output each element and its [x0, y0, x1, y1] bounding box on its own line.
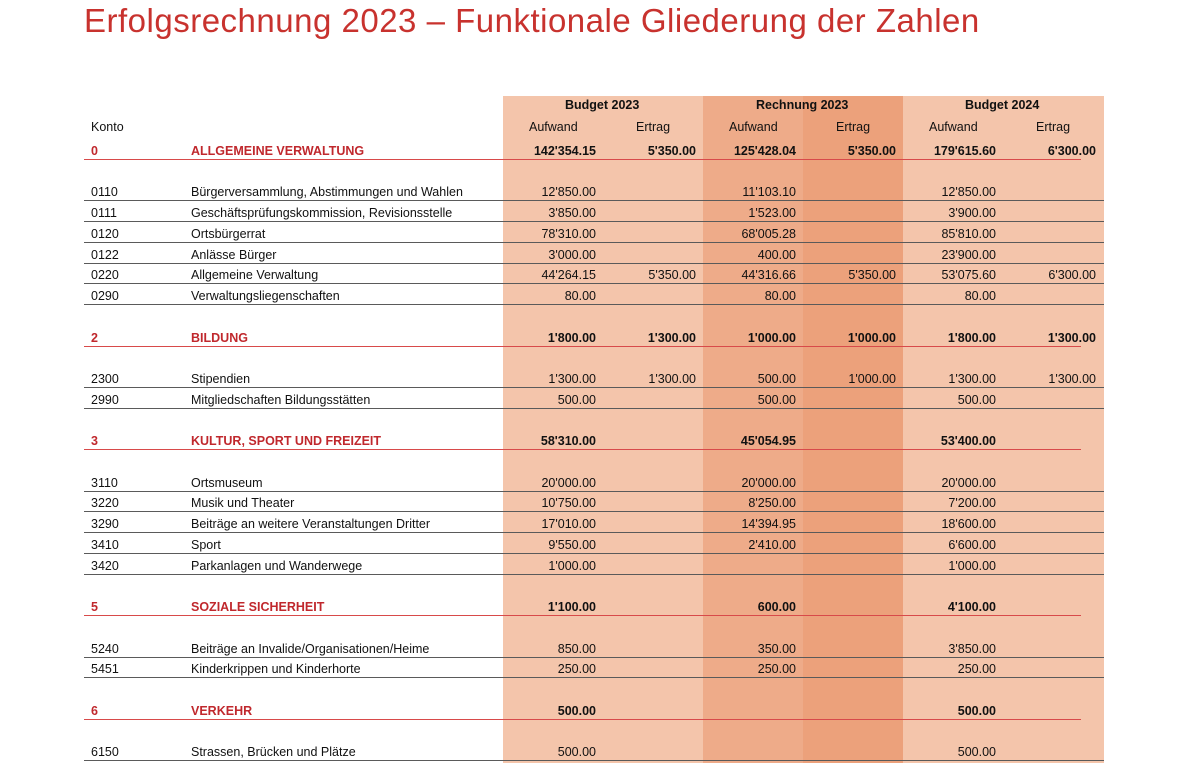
amount-cell: 44'316.66	[741, 268, 796, 282]
section-divider	[84, 615, 1081, 616]
account-label: Kinderkrippen und Kinderhorte	[191, 662, 361, 676]
row-divider	[84, 574, 1104, 575]
amount-cell: 4'100.00	[947, 600, 996, 614]
amount-cell: 1'000.00	[848, 372, 896, 386]
amount-cell: 1'300.00	[1047, 331, 1096, 345]
amount-cell: 500.00	[757, 372, 796, 386]
amount-cell: 68'005.28	[741, 227, 796, 241]
account-label: ALLGEMEINE VERWALTUNG	[191, 144, 365, 158]
konto-number: 3	[91, 434, 98, 448]
section-divider	[84, 346, 1081, 347]
konto-number: 5240	[91, 642, 119, 656]
amount-cell: 10'750.00	[541, 496, 596, 510]
row-divider	[84, 760, 1104, 761]
konto-number: 3290	[91, 517, 119, 531]
section-divider	[84, 719, 1081, 720]
amount-cell: 1'300.00	[648, 372, 696, 386]
konto-number: 0	[91, 144, 98, 158]
account-label: Bürgerversammlung, Abstimmungen und Wahlen	[191, 185, 463, 199]
konto-number: 0290	[91, 289, 119, 303]
header-ertrag-r23: Ertrag	[836, 120, 871, 134]
amount-cell: 250.00	[957, 662, 996, 676]
account-label: BILDUNG	[191, 331, 248, 345]
header-aufwand-b23: Aufwand	[529, 120, 578, 134]
konto-number: 0122	[91, 248, 119, 262]
account-label: Anlässe Bürger	[191, 248, 277, 262]
header-budget-2023: Budget 2023	[565, 98, 640, 112]
header-ertrag-b24: Ertrag	[1036, 120, 1071, 134]
account-label: Verwaltungsliegenschaften	[191, 289, 340, 303]
amount-cell: 350.00	[757, 642, 796, 656]
amount-cell: 5'350.00	[847, 144, 896, 158]
account-label: Stipendien	[191, 372, 251, 386]
amount-cell: 5'350.00	[648, 268, 696, 282]
account-label: Mitgliedschaften Bildungsstätten	[191, 393, 371, 407]
row-divider	[84, 263, 1104, 264]
amount-cell: 20'000.00	[941, 476, 996, 490]
row-divider	[84, 511, 1104, 512]
section-divider	[84, 449, 1081, 450]
amount-cell: 500.00	[757, 393, 796, 407]
amount-cell: 85'810.00	[941, 227, 996, 241]
amount-cell: 80.00	[564, 289, 596, 303]
konto-number: 3110	[91, 476, 118, 490]
amount-cell: 5'350.00	[848, 268, 896, 282]
amount-cell: 600.00	[757, 600, 796, 614]
konto-number: 3420	[91, 559, 119, 573]
amount-cell: 1'000.00	[948, 559, 996, 573]
amount-cell: 5'350.00	[647, 144, 696, 158]
amount-cell: 53'400.00	[940, 434, 996, 448]
konto-number: 0110	[91, 185, 118, 199]
amount-cell: 400.00	[757, 248, 796, 262]
konto-number: 6	[91, 704, 98, 718]
amount-cell: 1'300.00	[548, 372, 596, 386]
konto-number: 2	[91, 331, 98, 345]
amount-cell: 53'075.60	[941, 268, 996, 282]
account-label: Beiträge an Invalide/Organisationen/Heime	[191, 642, 430, 656]
amount-cell: 500.00	[557, 704, 596, 718]
amount-cell: 500.00	[957, 704, 996, 718]
row-divider	[84, 242, 1104, 243]
amount-cell: 20'000.00	[741, 476, 796, 490]
page-title: Erfolgsrechnung 2023 – Funktionale Gliederung der Zahlen	[84, 2, 980, 39]
amount-cell: 14'394.95	[741, 517, 796, 531]
konto-number: 3220	[91, 496, 119, 510]
account-label: Ortsmuseum	[191, 476, 263, 490]
konto-number: 0220	[91, 268, 119, 282]
amount-cell: 45'054.95	[740, 434, 796, 448]
account-label: Strassen, Brücken und Plätze	[191, 745, 356, 759]
row-divider	[84, 408, 1104, 409]
amount-cell: 142'354.15	[533, 144, 596, 158]
header-budget-2024: Budget 2024	[965, 98, 1040, 112]
row-divider	[84, 657, 1104, 658]
row-divider	[84, 283, 1104, 284]
section-divider	[84, 159, 1081, 160]
header-aufwand-b24: Aufwand	[929, 120, 978, 134]
amount-cell: 11'103.10	[742, 185, 796, 199]
account-label: VERKEHR	[191, 704, 253, 718]
account-label: Musik und Theater	[191, 496, 295, 510]
account-label: Ortsbürgerrat	[191, 227, 266, 241]
amount-cell: 3'850.00	[548, 206, 596, 220]
amount-cell: 6'600.00	[948, 538, 996, 552]
amount-cell: 44'264.15	[541, 268, 596, 282]
account-label: KULTUR, SPORT UND FREIZEIT	[191, 434, 382, 448]
amount-cell: 1'800.00	[547, 331, 596, 345]
amount-cell: 12'850.00	[941, 185, 996, 199]
amount-cell: 500.00	[557, 745, 596, 759]
account-label: Geschäftsprüfungskommission, Revisionsstelle	[191, 206, 453, 220]
konto-number: 2300	[91, 372, 119, 386]
account-label: Allgemeine Verwaltung	[191, 268, 319, 282]
row-divider	[84, 532, 1104, 533]
amount-cell: 23'900.00	[941, 248, 996, 262]
konto-number: 3410	[91, 538, 119, 552]
amount-cell: 12'850.00	[541, 185, 596, 199]
row-divider	[84, 491, 1104, 492]
row-divider	[84, 677, 1104, 678]
amount-cell: 250.00	[757, 662, 796, 676]
amount-cell: 17'010.00	[541, 517, 596, 531]
account-label: Sport	[191, 538, 221, 552]
amount-cell: 179'615.60	[933, 144, 996, 158]
amount-cell: 6'300.00	[1048, 268, 1096, 282]
account-label: Beiträge an weitere Veranstaltungen Dritter	[191, 517, 431, 531]
amount-cell: 8'250.00	[748, 496, 796, 510]
amount-cell: 1'300.00	[948, 372, 996, 386]
header-rechnung-2023: Rechnung 2023	[756, 98, 849, 112]
amount-cell: 18'600.00	[941, 517, 996, 531]
amount-cell: 1'000.00	[747, 331, 796, 345]
amount-cell: 20'000.00	[541, 476, 596, 490]
amount-cell: 3'000.00	[548, 248, 596, 262]
amount-cell: 9'550.00	[548, 538, 596, 552]
konto-number: 2990	[91, 393, 119, 407]
konto-number: 5	[91, 600, 98, 614]
amount-cell: 2'410.00	[748, 538, 796, 552]
amount-cell: 1'000.00	[548, 559, 596, 573]
amount-cell: 125'428.04	[733, 144, 796, 158]
amount-cell: 1'800.00	[947, 331, 996, 345]
amount-cell: 78'310.00	[541, 227, 596, 241]
header-konto: Konto	[91, 120, 124, 134]
konto-number: 5451	[91, 662, 119, 676]
row-divider	[84, 553, 1104, 554]
row-divider	[84, 221, 1104, 222]
amount-cell: 7'200.00	[948, 496, 996, 510]
amount-cell: 6'300.00	[1047, 144, 1096, 158]
amount-cell: 500.00	[957, 393, 996, 407]
row-divider	[84, 304, 1104, 305]
amount-cell: 80.00	[964, 289, 996, 303]
konto-number: 6150	[91, 745, 119, 759]
konto-number: 0120	[91, 227, 119, 241]
row-divider	[84, 200, 1104, 201]
amount-cell: 1'100.00	[547, 600, 596, 614]
row-divider	[84, 387, 1104, 388]
amount-cell: 58'310.00	[540, 434, 596, 448]
account-label: Parkanlagen und Wanderwege	[191, 559, 363, 573]
amount-cell: 850.00	[557, 642, 596, 656]
amount-cell: 1'000.00	[847, 331, 896, 345]
amount-cell: 3'850.00	[948, 642, 996, 656]
amount-cell: 1'300.00	[1048, 372, 1096, 386]
amount-cell: 500.00	[957, 745, 996, 759]
amount-cell: 80.00	[764, 289, 796, 303]
konto-number: 0111	[91, 206, 117, 220]
amount-cell: 3'900.00	[948, 206, 996, 220]
amount-cell: 1'523.00	[748, 206, 796, 220]
account-label: SOZIALE SICHERHEIT	[191, 600, 325, 614]
header-ertrag-b23: Ertrag	[636, 120, 671, 134]
amount-cell: 250.00	[557, 662, 596, 676]
header-aufwand-r23: Aufwand	[729, 120, 778, 134]
amount-cell: 1'300.00	[647, 331, 696, 345]
amount-cell: 500.00	[557, 393, 596, 407]
